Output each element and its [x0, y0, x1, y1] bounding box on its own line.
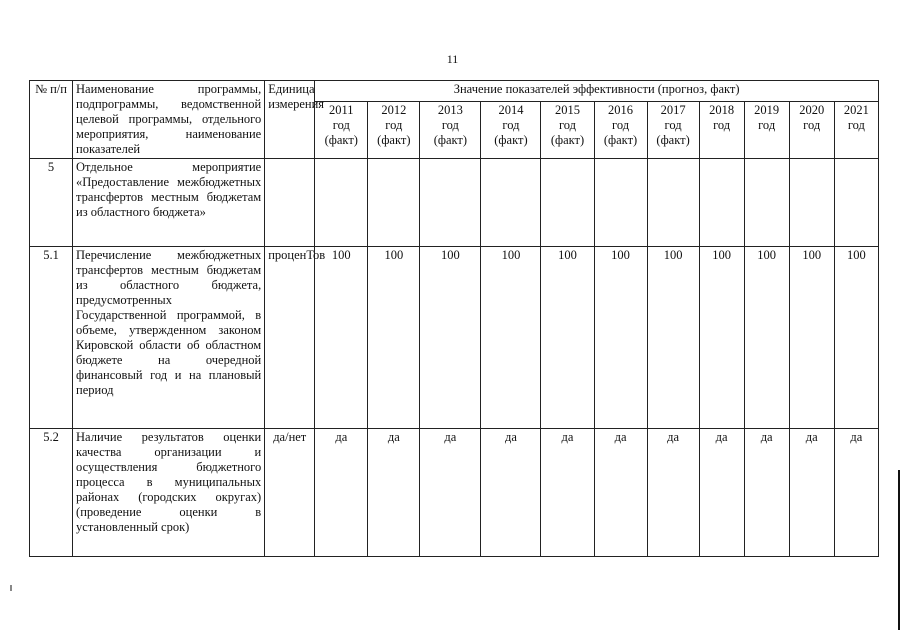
year-header-suffix: год [502, 118, 520, 133]
row-unit-text: проценТов [268, 248, 326, 262]
row-value [594, 159, 647, 247]
year-header-year: 2020 [799, 103, 825, 118]
year-header-suffix: год [385, 118, 403, 133]
row-value-text: да [335, 430, 348, 444]
row-value-text: 100 [663, 248, 683, 262]
row-value [789, 159, 834, 247]
row-unit [265, 429, 315, 557]
row-value [744, 159, 789, 247]
year-header-4 [541, 102, 594, 159]
year-header-year: 2018 [709, 103, 735, 118]
year-header-year: 2012 [381, 103, 407, 118]
year-header-7 [699, 102, 744, 159]
row-value-text: да [667, 430, 680, 444]
year-header-suffix: год [441, 118, 459, 133]
row-value-text: 100 [384, 248, 404, 262]
row-value [420, 429, 481, 557]
row-value [699, 247, 744, 429]
year-header-year: 2013 [437, 103, 463, 118]
row-value [368, 247, 420, 429]
year-header-note: (факт) [494, 133, 528, 148]
row-number-text: 5.2 [43, 430, 59, 444]
row-number [30, 159, 73, 247]
indicators-table [29, 80, 879, 557]
year-header-year: 2017 [660, 103, 686, 118]
header-values-title [315, 81, 879, 102]
table-row [30, 429, 879, 557]
row-value [744, 429, 789, 557]
year-header-year: 2019 [754, 103, 780, 118]
row-value-text: да [561, 430, 574, 444]
table-body [30, 159, 879, 557]
year-header-note: (факт) [550, 133, 585, 148]
row-value [315, 247, 368, 429]
year-header-8 [744, 102, 789, 159]
row-value [594, 247, 647, 429]
year-header-suffix: год [803, 118, 821, 133]
row-value [789, 247, 834, 429]
row-value-text: 100 [802, 248, 822, 262]
row-value-text: да [614, 430, 627, 444]
header-num-text: № п/п [35, 82, 67, 96]
row-value [481, 429, 541, 557]
row-value-text: да [760, 430, 773, 444]
header-unit [265, 81, 325, 159]
year-header-6 [647, 102, 699, 159]
year-header-suffix: год [847, 118, 865, 133]
page-number: 11 [446, 52, 459, 66]
row-number [30, 429, 73, 557]
row-value-text: да [805, 430, 818, 444]
row-number-text: 5.1 [43, 248, 59, 262]
row-value [481, 247, 541, 429]
header-unit-text: Единица измерения [268, 82, 325, 111]
row-value-text: 100 [501, 248, 521, 262]
row-name-text: Наличие результатов оценки качества организации и осуществления бюджетного процесса в муниципальных районах (городских округах) (проведение оценки в установленный срок) [76, 430, 262, 534]
row-value-text: да [444, 430, 457, 444]
header-name-text: Наименование программы, подпрограммы, ведомственной целевой программы, отдельного мероприятия, наименование показателей [76, 82, 262, 156]
row-value-text: 100 [757, 248, 777, 262]
row-value [315, 429, 368, 557]
year-header-5 [594, 102, 647, 159]
year-header-10 [834, 102, 878, 159]
header-values-title-text: Значение показателей эффективности (прогноз, факт) [453, 82, 740, 96]
row-value [368, 159, 420, 247]
row-value-text: да [850, 430, 863, 444]
row-value [647, 429, 699, 557]
year-header-year: 2011 [329, 103, 354, 118]
row-name [73, 429, 265, 557]
row-value [368, 429, 420, 557]
row-value [481, 159, 541, 247]
row-value [647, 247, 699, 429]
year-header-year: 2015 [554, 103, 580, 118]
header-row-1 [30, 81, 879, 102]
row-value-text: 100 [846, 248, 866, 262]
year-header-2 [420, 102, 481, 159]
year-header-suffix: год [713, 118, 731, 133]
row-unit [265, 247, 326, 429]
row-value [699, 159, 744, 247]
row-value-text: 100 [441, 248, 460, 262]
year-header-1 [368, 102, 420, 159]
row-value-text: 100 [331, 248, 351, 262]
row-value [834, 429, 878, 557]
margin-mark [10, 585, 12, 591]
row-value [541, 159, 594, 247]
row-value-text: 100 [712, 248, 731, 262]
year-header-3 [481, 102, 541, 159]
year-header-9 [789, 102, 834, 159]
row-value [647, 159, 699, 247]
row-value [420, 159, 481, 247]
year-header-year: 2016 [608, 103, 634, 118]
year-header-year: 2021 [843, 103, 869, 118]
year-header-suffix: год [332, 118, 350, 133]
edge-mark [898, 470, 900, 630]
year-header-note: (факт) [433, 133, 468, 148]
year-header-suffix: год [558, 118, 577, 133]
row-name-text: Перечисление межбюджетных трансфертов местным бюджетам из областного бюджета, предусмотренных Государственной программой, в объеме, утвержденном законом Кировской области об областном бюджете на очередной финансовый год и на плановый период [76, 248, 262, 397]
table-row [30, 159, 879, 247]
row-value [834, 159, 878, 247]
year-header-year: 2014 [498, 103, 524, 118]
row-value [541, 429, 594, 557]
year-header-note: (факт) [324, 133, 358, 148]
year-header-suffix: год [612, 118, 630, 133]
row-unit-text: да/нет [273, 430, 307, 444]
row-value [315, 159, 368, 247]
row-value-text: да [715, 430, 728, 444]
year-header-suffix: год [664, 118, 682, 133]
row-value-text: 100 [611, 248, 630, 262]
row-number [30, 247, 73, 429]
year-header-note: (факт) [656, 133, 690, 148]
year-header-suffix: год [758, 118, 776, 133]
row-name [73, 159, 265, 247]
year-header-note: (факт) [377, 133, 411, 148]
row-value [789, 429, 834, 557]
header-num [30, 81, 73, 159]
row-value-text: да [504, 430, 517, 444]
row-value-text: да [387, 430, 400, 444]
year-header-note: (факт) [603, 133, 638, 148]
row-value [420, 247, 481, 429]
row-value [744, 247, 789, 429]
table-row [30, 247, 879, 429]
row-name [73, 247, 265, 429]
header-name [73, 81, 265, 159]
row-value-text: 100 [558, 248, 577, 262]
row-name-text: Отдельное мероприятие «Предоставление межбюджетных трансфертов местным бюджетам из областного бюджета» [76, 160, 262, 219]
row-value [541, 247, 594, 429]
row-number-text: 5 [47, 160, 55, 174]
row-value [834, 247, 878, 429]
row-unit [265, 159, 315, 247]
row-value [594, 429, 647, 557]
row-value [699, 429, 744, 557]
